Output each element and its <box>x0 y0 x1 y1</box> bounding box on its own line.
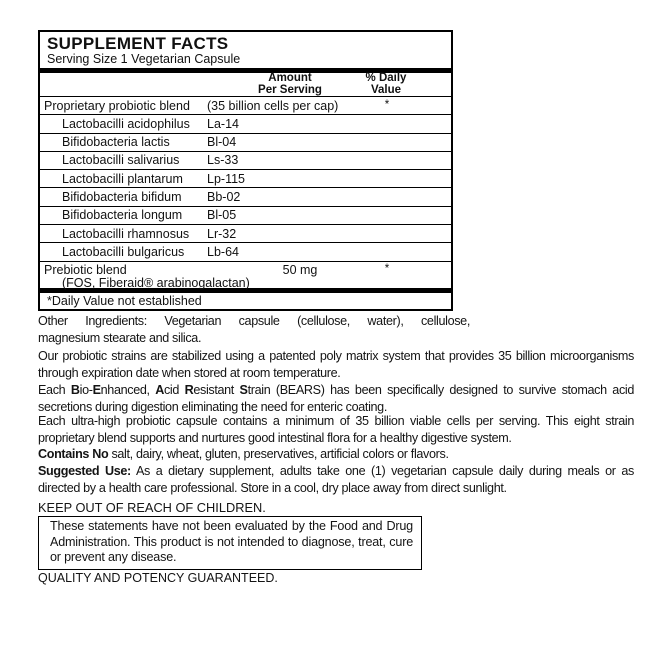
amount-header-line1: Amount <box>268 72 312 84</box>
ingredient-row <box>40 169 451 187</box>
fda-disclaimer-box <box>38 516 422 570</box>
ingredient-row <box>40 96 451 114</box>
ingredient-name: Proprietary probiotic blend <box>44 98 190 113</box>
supplement-facts-panel <box>38 30 453 311</box>
ingredient-amount: Bb-02 <box>207 189 241 204</box>
amount-header-line2: Per Serving <box>258 83 322 96</box>
daily-value-footnote-text: *Daily Value not established <box>47 294 202 309</box>
bears-paragraph: Each Bio-Enhanced, Acid Resistant Strain (BEARS) has been specifically designed to survive stomach acid secretions during digestion eliminating the need for enteric coating. <box>38 383 634 414</box>
fda-disclaimer-text: These statements have not been evaluated by the Food and Drug Administration. This product is not intended to diagnose, treat, cure or prevent any disease. <box>50 519 413 565</box>
contains-no-paragraph: Contains No salt, dairy, wheat, gluten, preservatives, artificial colors or flavors. <box>38 447 449 461</box>
ingredient-dv: * <box>384 98 390 111</box>
dv-header-line1: % Daily <box>365 72 407 84</box>
ingredient-row <box>40 261 451 288</box>
ingredient-name: Lactobacilli rhamnosus <box>62 226 190 241</box>
other-ingredients-paragraph <box>38 313 470 347</box>
ingredient-amount: Lr-32 <box>207 226 237 241</box>
daily-value-footnote <box>40 293 451 310</box>
ingredient-name: Bifidobacteria bifidum <box>62 189 182 204</box>
ingredient-amount: Ls-33 <box>207 153 239 168</box>
quality-guaranteed-text: QUALITY AND POTENCY GUARANTEED. <box>38 571 278 585</box>
ingredient-subname: (FOS, Fiberaid® arabinogalactan) <box>62 275 250 290</box>
ingredient-name: Lactobacilli salivarius <box>62 153 180 168</box>
ingredient-dv: * <box>384 263 390 276</box>
ingredient-row <box>40 151 451 169</box>
panel-title: SUPPLEMENT FACTS <box>47 34 229 53</box>
column-headers <box>40 73 451 96</box>
ingredient-row <box>40 242 451 260</box>
ingredient-amount: (35 billion cells per cap) <box>207 98 339 113</box>
amount-column-header <box>225 73 355 96</box>
serving-size: Serving Size 1 Vegetarian Capsule <box>47 52 241 66</box>
ingredient-name: Bifidobacteria lactis <box>62 135 170 150</box>
ingredient-amount: La-14 <box>207 116 239 131</box>
keep-out-of-reach-text: KEEP OUT OF REACH OF CHILDREN. <box>38 500 266 515</box>
ingredient-amount: Bl-04 <box>207 135 237 150</box>
other-ingredients-line1: Other Ingredients: Vegetarian capsule (cellulose, water), cellulose, <box>38 314 470 328</box>
ingredient-name: Lactobacilli acidophilus <box>62 116 190 131</box>
stabilized-paragraph: Our probiotic strains are stabilized using a patented poly matrix system that provides 35 billion microorganisms through expiration date when stored at room temperature. <box>38 349 634 380</box>
ingredient-amount: 50 mg <box>282 263 318 278</box>
ultra-high-paragraph: Each ultra-high probiotic capsule contains a minimum of 35 billion viable cells per serving. This eight strain proprietary blend supports and nurtures good intestinal flora for a healthy digestive system. <box>38 414 634 445</box>
ingredient-name: Lactobacilli bulgaricus <box>62 244 185 259</box>
suggested-use-paragraph: Suggested Use: As a dietary supplement, adults take one (1) vegetarian capsule daily during meals or as directed by a health care professional. Store in a cool, dry place away from direct sunlight. <box>38 464 634 495</box>
dv-header-line2: Value <box>370 83 402 96</box>
ingredient-name: Bifidobacteria longum <box>62 208 183 223</box>
ingredient-row <box>40 133 451 151</box>
ingredient-amount: Lb-64 <box>207 244 239 259</box>
other-ingredients-line2: magnesium stearate and silica. <box>38 331 202 345</box>
ingredient-row <box>40 187 451 205</box>
ingredient-rows <box>40 96 451 310</box>
ingredient-row <box>40 114 451 132</box>
ingredient-name: Prebiotic blend <box>44 263 127 278</box>
daily-value-column-header <box>343 73 429 96</box>
ingredient-name: Lactobacilli plantarum <box>62 171 183 186</box>
ingredient-row <box>40 224 451 242</box>
ingredient-amount: Bl-05 <box>207 208 237 223</box>
ingredient-row <box>40 206 451 224</box>
ingredient-amount: Lp-115 <box>207 171 245 186</box>
